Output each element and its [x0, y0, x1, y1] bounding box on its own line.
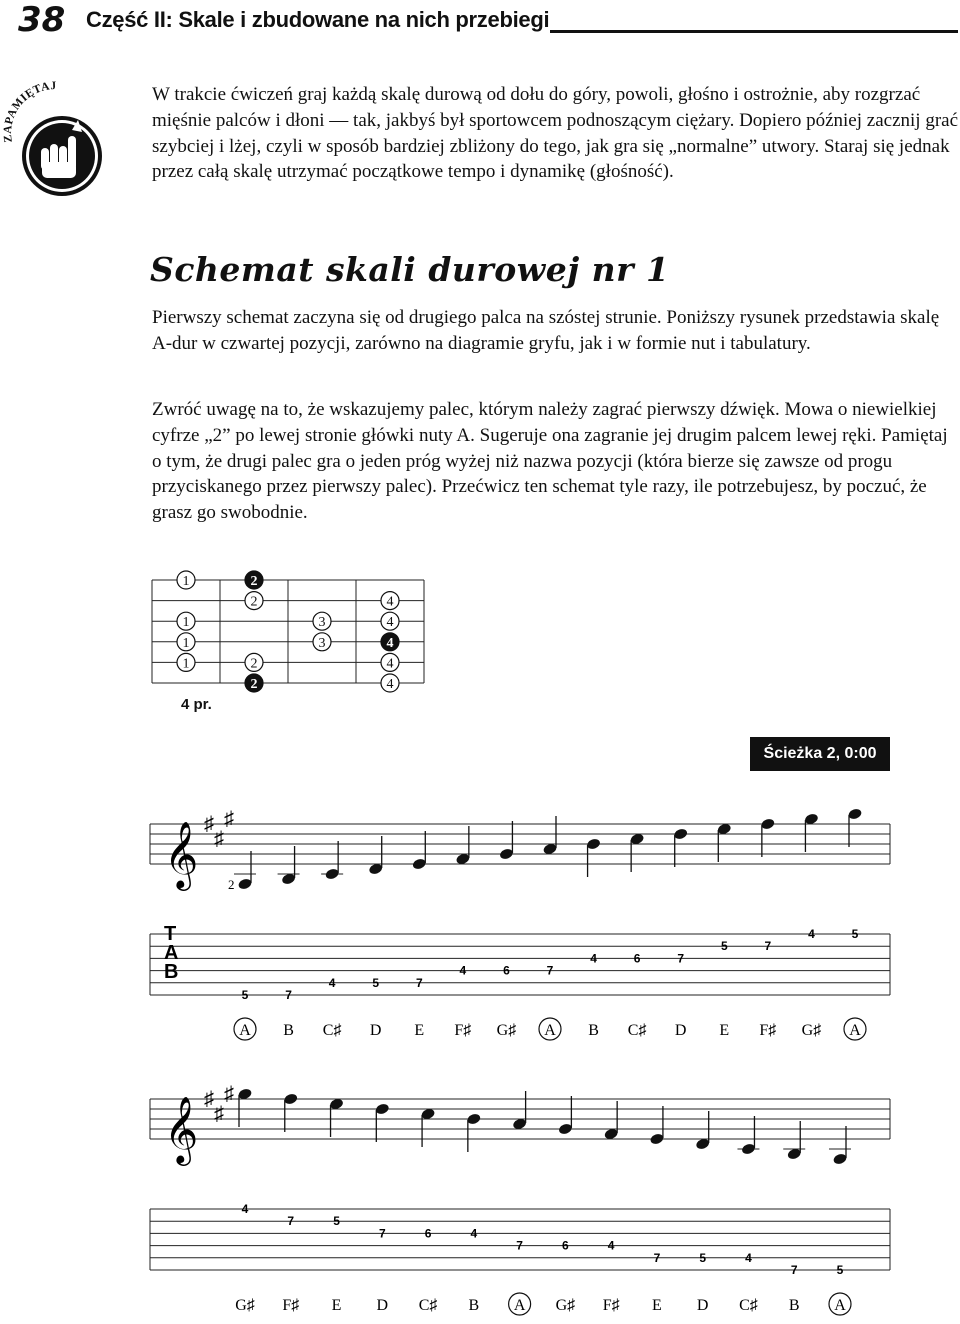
- note-name: B: [468, 1297, 480, 1314]
- note-name: C♯: [627, 1022, 647, 1039]
- fretboard-dot: [245, 571, 263, 589]
- note: [234, 851, 256, 891]
- fretboard-dot: [381, 612, 399, 630]
- note-name: G♯: [235, 1297, 255, 1314]
- note-name: C♯: [418, 1297, 438, 1314]
- tab-clef-letter: B: [164, 961, 179, 983]
- dot-finger-label: 3: [318, 615, 326, 631]
- note-name: D: [376, 1297, 389, 1314]
- key-sharp-icon: ♯: [204, 1088, 214, 1110]
- note: [466, 1112, 481, 1152]
- note: [329, 1097, 344, 1137]
- key-sharp-icon: ♯: [214, 1103, 224, 1125]
- page-number: 38: [18, 0, 66, 40]
- note-name: A: [544, 1022, 556, 1039]
- dot-finger-label: 2: [250, 594, 258, 610]
- dot-finger-label: 2: [250, 677, 258, 692]
- note: [512, 1091, 527, 1131]
- note-name: B: [788, 1297, 800, 1314]
- track-badge: Ścieżka 2, 0:00: [750, 737, 890, 771]
- note-name: G♯: [496, 1022, 517, 1039]
- tab-fret-number: 5: [372, 975, 380, 990]
- header-rule: [550, 30, 958, 33]
- key-sharp-icon: ♯: [224, 1083, 234, 1105]
- note-name: E: [652, 1297, 662, 1314]
- tab-fret-number: 4: [459, 963, 467, 978]
- tab-fret-number: 5: [333, 1214, 340, 1229]
- tab-fret-number: 7: [415, 975, 423, 990]
- tab-fret-number: 5: [836, 1263, 844, 1277]
- dot-finger-label: 4: [386, 656, 394, 672]
- fretboard-dot: [177, 653, 195, 671]
- note-name: A: [849, 1022, 861, 1039]
- dot-finger-label: 1: [182, 635, 190, 651]
- tab-clef-letter: T: [164, 923, 177, 945]
- treble-clef-icon: 𝄞: [164, 822, 199, 887]
- tab-fret-number: 6: [503, 963, 510, 978]
- dot-finger-label: 1: [182, 656, 190, 672]
- note-name: A: [513, 1297, 526, 1314]
- note: [321, 841, 343, 881]
- notation-system-ascending: [0, 800, 960, 1060]
- note: [542, 816, 557, 856]
- fretboard-dot: [177, 571, 195, 589]
- note: [847, 807, 862, 847]
- fretboard-dot: [381, 653, 399, 671]
- fretboard-dot: [381, 592, 399, 610]
- tab-fret-number: 7: [790, 1263, 798, 1277]
- tab-fret-number: 5: [720, 939, 728, 954]
- fretboard-dot: [381, 674, 399, 692]
- note-name: G♯: [801, 1022, 822, 1039]
- tab-fret-number: 6: [424, 1226, 432, 1241]
- fingering-number: 2: [228, 877, 235, 892]
- tab-fret-number: 5: [241, 988, 249, 1002]
- notation-system-descending: [0, 1075, 960, 1324]
- note: [420, 1107, 435, 1147]
- fretboard-dot: [313, 633, 331, 651]
- tab-fret-number: 4: [808, 927, 815, 941]
- tab-fret-number: 6: [633, 951, 641, 966]
- note: [760, 817, 775, 857]
- note: [278, 846, 300, 886]
- tab-fret-number: 4: [470, 1226, 478, 1241]
- dot-finger-label: 4: [386, 635, 394, 651]
- fretboard-dot: [245, 592, 263, 610]
- tab-fret-number: 7: [546, 963, 554, 978]
- note-name: B: [588, 1022, 599, 1039]
- note: [629, 832, 644, 872]
- fretboard-dot: [381, 633, 399, 651]
- note: [783, 1121, 805, 1161]
- note: [237, 1087, 252, 1127]
- tab-fret-number: 7: [653, 1250, 661, 1265]
- note-name: C♯: [739, 1297, 758, 1314]
- note-name: F♯: [602, 1297, 620, 1314]
- fret-position-label: 4 pr.: [181, 696, 212, 713]
- tab-fret-number: 4: [590, 951, 597, 966]
- note-name: C♯: [322, 1022, 342, 1039]
- fretboard-dot: [245, 674, 263, 692]
- section-heading: Schemat skali durowej nr 1: [150, 250, 670, 289]
- dot-finger-label: 4: [386, 594, 394, 610]
- tab-fret-number: 6: [562, 1238, 569, 1253]
- note-name: F♯: [759, 1022, 777, 1039]
- note: [455, 826, 470, 866]
- tab-fret-number: 5: [851, 927, 859, 941]
- note-name: A: [239, 1022, 251, 1039]
- note: [586, 837, 601, 877]
- note: [283, 1092, 298, 1132]
- note: [412, 831, 427, 871]
- tab-fret-number: 7: [516, 1238, 523, 1253]
- treble-clef-icon: 𝄞: [164, 1097, 199, 1162]
- fretboard-dot: [177, 633, 195, 651]
- note-name: F♯: [454, 1022, 472, 1039]
- key-sharp-icon: ♯: [224, 808, 234, 830]
- page-header: [18, 0, 960, 40]
- note: [368, 836, 383, 876]
- tab-fret-number: 7: [285, 988, 292, 1002]
- note: [375, 1102, 390, 1142]
- dot-finger-label: 1: [182, 615, 190, 631]
- fretboard-dot: [177, 612, 195, 630]
- tab-fret-number: 7: [378, 1226, 386, 1241]
- tab-fret-number: 5: [699, 1250, 707, 1265]
- remember-icon-label: ZAPAMIĘTAJ: [1, 80, 57, 144]
- note-name: E: [414, 1022, 425, 1039]
- dot-finger-label: 1: [182, 574, 190, 589]
- fingering-paragraph: Zwróć uwagę na to, że wskazujemy palec, którym należy zagrać pierwszy dźwięk. Mowa o niewielkiej cyfrze „2” po lewej stronie główki nuty A. Sugeruje ona zagranie jej drugim palcem lewej ręki. Pamiętaj o tym, że drugi palec gra o jeden próg wyżej niż nazwa pozycji (która bierze się zawsze od progu przyciskanego przez pierwszy palec). Przećwicz ten schemat tyle razy, ile potrzebujesz, by poczuć, że grasz go swobodnie.: [152, 399, 948, 524]
- tab-fret-number: 4: [241, 1202, 249, 1216]
- note: [829, 1126, 851, 1166]
- tab-fret-number: 4: [607, 1238, 615, 1253]
- note: [717, 822, 732, 862]
- key-sharp-icon: ♯: [204, 813, 214, 835]
- note: [603, 1101, 618, 1141]
- note: [649, 1106, 664, 1146]
- fretboard-diagram: [140, 560, 460, 700]
- note-name: D: [369, 1022, 382, 1039]
- note-name: E: [719, 1022, 730, 1039]
- note-name: G♯: [555, 1297, 576, 1314]
- intro-paragraph: W trakcie ćwiczeń graj każdą skalę durową od dołu do góry, powoli, głośno i ostrożnie, aby rozgrzać mięśnie palców i dłoni — tak, jakbyś był sportowcem podnoszącym ciężary. Dopiero później zacznij grać szybciej i lżej, czyli w sposób bardziej zbliżony do tego, jak gra się „normalne” utwory. Staraj się jednak przez całą skalę utrzymać początkowe tempo i dynamikę (głośność).: [152, 84, 959, 183]
- tab-fret-number: 4: [328, 975, 336, 990]
- key-sharp-icon: ♯: [214, 828, 224, 850]
- note: [804, 812, 819, 852]
- tab-fret-number: 7: [764, 939, 772, 954]
- dot-finger-label: 2: [250, 574, 258, 589]
- note: [558, 1096, 573, 1136]
- dot-finger-label: 2: [250, 656, 258, 672]
- note: [737, 1116, 759, 1156]
- note-name: F♯: [282, 1297, 300, 1314]
- description-paragraph: Pierwszy schemat zaczyna się od drugiego palca na szóstej strunie. Poniższy rysunek przedstawia skalę A-dur w czwartej pozycji, zarówno na diagramie gryfu, jak i w formie nut i tabulatury.: [152, 307, 940, 354]
- note-name: D: [696, 1297, 709, 1314]
- tab-clef-letter: A: [164, 942, 179, 964]
- chapter-title: Część II: Skale i zbudowane na nich przebiegi: [86, 7, 550, 32]
- note-name: D: [674, 1022, 687, 1039]
- tab-fret-number: 7: [287, 1214, 295, 1229]
- dot-finger-label: 3: [318, 635, 326, 651]
- dot-finger-label: 4: [386, 615, 394, 631]
- note-name: A: [834, 1297, 846, 1314]
- dot-finger-label: 4: [386, 677, 394, 692]
- fretboard-dot: [313, 612, 331, 630]
- note-name: E: [331, 1297, 342, 1314]
- tab-fret-number: 4: [745, 1250, 752, 1265]
- remember-icon: [0, 70, 120, 200]
- tab-fret-number: 7: [677, 951, 685, 966]
- note: [695, 1111, 710, 1151]
- note: [499, 821, 514, 861]
- note: [673, 827, 688, 867]
- note-name: B: [283, 1022, 294, 1039]
- fretboard-dot: [245, 653, 263, 671]
